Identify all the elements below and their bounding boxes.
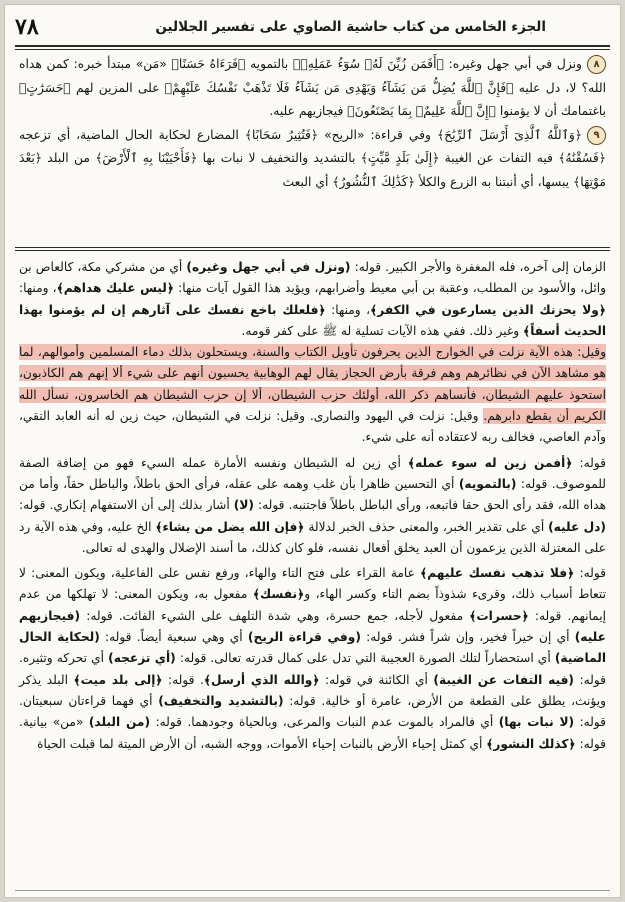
- text-run: أي الكائنة في قوله:: [319, 672, 434, 687]
- text-run: أي على تقدير الخبر، والمعنى حذف الخبر لدلالة: [304, 519, 549, 534]
- quoted-verse: ﴿كذلك النشور﴾: [486, 736, 576, 751]
- quoted-lemma: (من البلد): [88, 715, 151, 730]
- text-run: الزمان إلى آخره، فله المغفرة والأجر الكبير. قوله:: [350, 260, 606, 274]
- quoted-verse: ﴿أفمن زين له سوء عمله﴾: [407, 455, 573, 470]
- section-divider: [15, 247, 610, 248]
- text-run: «من» بيانية. قوله:: [19, 715, 606, 751]
- text-run: البلد يذكر ويؤنث، يطلق على القطعة من الأرض، عامرة أو خالية. قوله:: [19, 672, 606, 708]
- highlighted-passage: وقيل: هذه الآية نزلت في الخوارج الذين يحرفون تأويل الكتاب والسنة، ويستحلون بذلك دماء المسلمين وأموالهم، لما هو مشاهد الآن في نظائرهم وهم فرقة بأرض الحجاز يقال لهم الوهابية يحسبون أنهم على شيء ألا إنهم هم الكاذبون، استحوذ عليهم الشيطان، فأنساهم ذكر الله، أولئك حزب الشيطان، ألا إن حزب الشيطان هم الخاسرون، نسأل الله الكريم أن يقطع دابرهم.: [19, 345, 606, 424]
- quoted-lemma: (فيجازيهم عليه): [19, 608, 606, 645]
- tafsir-paragraph-8: [19, 53, 606, 124]
- text-run: أي وهي سبعية أيضاً. قوله:: [99, 630, 248, 645]
- text-run: قوله:: [574, 566, 606, 581]
- quoted-verse: ﴿إلى بلد ميت﴾: [73, 672, 163, 687]
- quoted-verse: ﴿نفسك﴾: [252, 587, 305, 602]
- text-run: قوله:: [572, 455, 607, 470]
- quoted-lemma: (وفي قراءة الريح): [247, 630, 361, 645]
- footer-rule: [15, 890, 610, 891]
- text-run: أي من مشركي مكة، كالعاص بن وائل، والأسود بن المطلب، وعقبة بن أبي معيط وأضرابهم، ويؤيد هذا القول آيات منها:: [19, 260, 606, 296]
- commentary-paragraph: [19, 257, 606, 342]
- quran-tafsir-text: [19, 53, 606, 194]
- quoted-lemma: (لا): [233, 498, 254, 513]
- quoted-lemma: (دل عليه): [548, 519, 606, 534]
- text-run: أي إن خيراً فخير، وإن شراً فشر. قوله:: [360, 630, 575, 645]
- text-run: الخ عليه، وفي هذه الآية رد على المعتزلة الذين يزعمون أن العبد يخلق أفعال نفسه، فلو كان كذلك، ما أسند الإضلال والهدى له تعالى.: [19, 519, 606, 555]
- text-run: ، ومنها:: [19, 281, 57, 296]
- text-run: أي استحضاراً لتلك الصورة العجيبة التي تدل على كمال قدرته تعالى. قوله:: [175, 651, 555, 666]
- text-run: مفعول لأجله، جمع حسرة، وهي شدة التلهف على الشيء الفائت. قوله:: [80, 608, 470, 623]
- running-title: الجزء الخامس من كتاب حاشية الصاوي على تفسير الجلالين: [155, 19, 546, 35]
- verse-number-badge: ٩: [587, 126, 606, 145]
- text-run: أشار بذلك إلى أن الاستفهام إنكاري. قوله:: [19, 498, 234, 513]
- header-rule: [15, 45, 610, 47]
- quoted-verse: ﴿والله الذي أرسل﴾: [203, 672, 320, 687]
- commentary-paragraph: [19, 563, 606, 755]
- quoted-verse: ﴿ليس عليك هداهم﴾: [56, 281, 175, 296]
- text-run: أي التحسين ظاهرا بأن غلب وهمه على عقله، فرأى الحق باطلاً، والباطل حقاً، وأما من هداه الله، فقد رأى الحق حقا فاتبعه، ورأى الباطل باطلاً فاجتنبه. قوله:: [19, 476, 606, 513]
- tafsir-text: ﴿وَٱللَّهُ ٱلَّذِىٓ أَرْسَلَ ٱلرِّيَٰحَ﴾ وفي قراءة: «الريح» ﴿فَتُثِيرُ سَحَابًا﴾ المضارع لحكاية الحال الماضية، أي تزعجه ﴿فَسُقْنَٰهُ﴾ فيه التفات عن الغيبة ﴿إِلَىٰ بَلَدٍ مَّيِّتٍ﴾ بالتشديد والتخفيف لا نبات بها ﴿فَأَحْيَيْنَا بِهِ ٱلْأَرْضَ﴾ من البلد ﴿بَعْدَ مَوْتِهَا﴾ يبسها، أي أنبتنا به الزرع والكلأ ﴿كَذَٰلِكَ ٱلنُّشُورُ﴾ أي البعث: [19, 127, 606, 189]
- quoted-verse: ﴿فإن الله يضل من يشاء﴾: [155, 519, 305, 534]
- book-page: [4, 4, 621, 898]
- text-run: أي كمثل إحياء الأرض بالنبات إحياء الأموات، ووجه الشبه، أن الأرض الميتة لما قبلت الحياة: [37, 736, 487, 751]
- quoted-lemma: (لحكاية الحال الماضية): [19, 630, 607, 666]
- text-run: عامة القراء على فتح التاء والهاء، ورفع نفس على الفاعلية، ويكون المعنى: لا تتعاط أسباب ذلك، وقرىء شذوذاً بضم التاء وكسر الهاء، و: [19, 566, 606, 602]
- verse-number-badge: ٨: [587, 55, 606, 74]
- quoted-lemma: (بالتشديد والتخفيف): [158, 693, 284, 708]
- commentary-text: [19, 257, 606, 755]
- quoted-lemma: (لا نبات بها): [498, 715, 575, 730]
- tafsir-paragraph-9: [19, 124, 606, 195]
- quoted-lemma: (بالتمويه): [458, 476, 517, 491]
- tafsir-text: ونزل في أبي جهل وغيره: ﴿أَفَمَن زُيِّنَ لَهُۥ سُوٓءُ عَمَلِهِۦ﴾ بالتمويه ﴿فَرَءَاهُ حَسَنًا﴾ «مَن» مبتدأ خبره: كمن هداه الله؟ لا، دل عليه ﴿فَإِنَّ ٱللَّهَ يُضِلُّ مَن يَشَآءُ وَيَهْدِى مَن يَشَآءُ فَلَا تَذْهَبْ نَفْسُكَ عَلَيْهِمْ﴾ على المزين لهم ﴿حَسَرَٰتٍ﴾ باغتمامك أن لا يؤمنوا ﴿إِنَّ ٱللَّهَ عَلِيمٌۢ بِمَا يَصْنَعُونَ﴾ فيجازيهم عليه.: [19, 57, 606, 118]
- text-run: أي فالمراد بالموت عدم النبات والمرعى، وبالحياة وجودهما. قوله:: [150, 715, 499, 730]
- text-run: أي فهما قراءتان سبعيتان. قوله:: [19, 693, 607, 730]
- quoted-lemma: (فيه التفات عن الغيبة): [433, 672, 575, 687]
- page-header: [15, 11, 610, 43]
- text-run: أي زين له الشيطان ونفسه الأمارة عمله السيء فهو من إضافة الصفة للموصوف. قوله:: [19, 455, 606, 491]
- quoted-verse: ﴿فلا تذهب نفسك عليهم﴾: [420, 566, 575, 581]
- commentary-paragraph: [19, 453, 606, 559]
- quoted-lemma: (ونزل في أبي جهل وغيره): [186, 260, 351, 274]
- quoted-verse: ﴿فلعلك باخع نفسك على آثارهم إن لم يؤمنوا بهذا الحديث أسفاً﴾: [19, 302, 606, 338]
- commentary-paragraph: [19, 342, 606, 448]
- text-run: وقيل: نزلت في اليهود والنصارى. وقيل: نزلت في الشيطان، حيث زين له أنه العابد التقي، وآدم العاصي، فخالف ربه لاعتقاده أنه على شيء.: [19, 409, 606, 445]
- page-number: ٧٨: [15, 14, 39, 40]
- quoted-verse: ﴿حسرات﴾: [469, 608, 529, 623]
- quoted-lemma: (أي تزعجه): [108, 651, 176, 666]
- text-run: مفعول به، ويكون المعنى: لا تهلكها من عدم إيمانهم. قوله:: [19, 587, 606, 623]
- text-run: وغير ذلك. ففي هذه الآيات تسلية له ﷺ على كفر قومه.: [241, 323, 524, 338]
- text-run: . قوله:: [162, 672, 204, 687]
- text-run: أي تحركه وتثيره. قوله:: [19, 651, 606, 687]
- text-run: ، ومنها:: [325, 302, 371, 317]
- quoted-verse: ﴿ولا يحزنك الذين يسارعون في الكفر﴾: [370, 302, 606, 317]
